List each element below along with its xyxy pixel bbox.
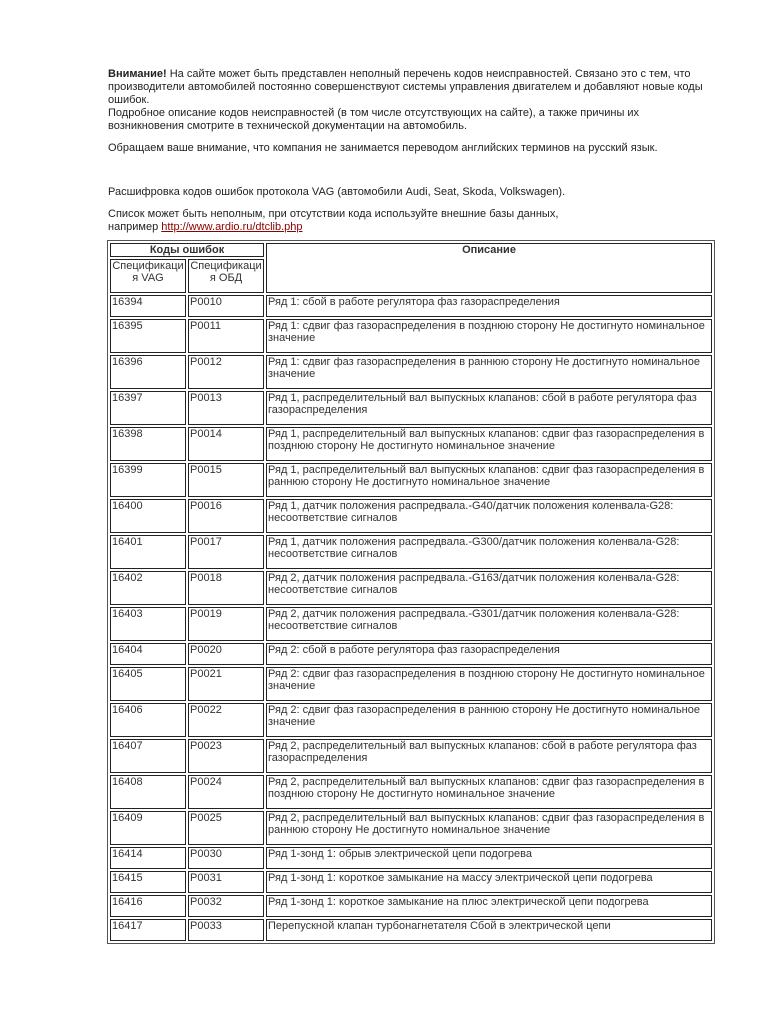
code-vag: 16395 — [110, 319, 186, 353]
code-obd: P0022 — [188, 703, 264, 737]
notice-paragraph: Обращаем ваше внимание, что компания не занимается переводом английских терминов на русский язык. — [108, 142, 658, 154]
detail-paragraph: Подробное описание кодов неисправностей (в том числе отсутствующих на сайте), а также причины их возникновения смотрите в технической документации на автомобиль. — [108, 107, 640, 132]
code-obd: P0011 — [188, 319, 264, 353]
code-obd: P0030 — [188, 847, 264, 869]
code-vag: 16406 — [110, 703, 186, 737]
code-vag: 16407 — [110, 739, 186, 773]
code-vag: 16414 — [110, 847, 186, 869]
code-vag: 16394 — [110, 295, 186, 317]
code-description: Ряд 2, датчик положения распредвала.-G163/датчик положения коленвала-G28: несоответствие сигналов — [266, 571, 712, 605]
table-row — [110, 871, 712, 893]
code-obd: P0016 — [188, 499, 264, 533]
table-row — [110, 535, 712, 569]
code-vag: 16398 — [110, 427, 186, 461]
code-obd: P0024 — [188, 775, 264, 809]
warning-label: Внимание! — [108, 68, 167, 80]
table-row — [110, 499, 712, 533]
table-row — [110, 643, 712, 665]
code-description: Перепускной клапан турбонагнетателя Сбой в электрической цепи — [266, 919, 712, 941]
code-vag: 16409 — [110, 811, 186, 845]
code-vag: 16399 — [110, 463, 186, 497]
code-vag: 16417 — [110, 919, 186, 941]
code-description: Ряд 1-зонд 1: обрыв электрической цепи подогрева — [266, 847, 712, 869]
table-body — [110, 295, 712, 941]
code-obd: P0012 — [188, 355, 264, 389]
code-obd: P0015 — [188, 463, 264, 497]
table-row — [110, 607, 712, 641]
code-description: Ряд 2, распределительный вал выпускных клапанов: сбой в работе регулятора фаз газораспределения — [266, 739, 712, 773]
subheader-vag: Спецификаци я VAG — [110, 259, 186, 293]
code-obd: P0018 — [188, 571, 264, 605]
code-vag: 16396 — [110, 355, 186, 389]
code-description: Ряд 2, распределительный вал выпускных клапанов: сдвиг фаз газораспределения в раннюю сторону Не достигнуто номинальное значение — [266, 811, 712, 845]
error-codes-table — [107, 240, 715, 944]
code-description: Ряд 2: сдвиг фаз газораспределения в позднюю сторону Не достигнуто номинальное значение — [266, 667, 712, 701]
list-note-prefix: например — [108, 221, 162, 233]
code-description: Ряд 1, датчик положения распредвала.-G300/датчик положения коленвала-G28: несоответствие сигналов — [266, 535, 712, 569]
table-row — [110, 295, 712, 317]
code-obd: P0021 — [188, 667, 264, 701]
table-row — [110, 775, 712, 809]
warning-text: На сайте может быть представлен неполный перечень кодов неисправностей. Связано это с тем, что производители автомобилей постоянно совершенствуют системы управления двигателем и добавляют новые коды ошибок. — [108, 68, 703, 106]
code-description: Ряд 1-зонд 1: короткое замыкание на массу электрической цепи подогрева — [266, 871, 712, 893]
code-vag: 16401 — [110, 535, 186, 569]
table-row — [110, 919, 712, 941]
code-obd: P0033 — [188, 919, 264, 941]
code-description: Ряд 2, распределительный вал выпускных клапанов: сдвиг фаз газораспределения в позднюю сторону Не достигнуто номинальное значение — [266, 775, 712, 809]
code-obd: P0023 — [188, 739, 264, 773]
table-row — [110, 463, 712, 497]
code-obd: P0017 — [188, 535, 264, 569]
code-description: Ряд 2, датчик положения распредвала.-G301/датчик положения коленвала-G28: несоответствие сигналов — [266, 607, 712, 641]
table-row — [110, 427, 712, 461]
code-vag: 16400 — [110, 499, 186, 533]
code-description: Ряд 1: сбой в работе регулятора фаз газораспределения — [266, 295, 712, 317]
code-description: Ряд 1, датчик положения распредвала.-G40/датчик положения коленвала-G28: несоответствие сигналов — [266, 499, 712, 533]
code-description: Ряд 1, распределительный вал выпускных клапанов: сдвиг фаз газораспределения в позднюю сторону Не достигнуто номинальное значение — [266, 427, 712, 461]
code-obd: P0010 — [188, 295, 264, 317]
header-codes: Коды ошибок — [110, 243, 264, 257]
table-row — [110, 895, 712, 917]
table-row — [110, 667, 712, 701]
code-vag: 16415 — [110, 871, 186, 893]
protocol-paragraph: Расшифровка кодов ошибок протокола VAG (автомобили Audi, Seat, Skoda, Volkswagen). — [108, 186, 566, 198]
code-obd: P0014 — [188, 427, 264, 461]
table-row — [110, 847, 712, 869]
dtclib-link[interactable]: http://www.ardio.ru/dtclib.php — [161, 221, 303, 233]
list-note-paragraph — [108, 208, 718, 234]
table-row — [110, 319, 712, 353]
code-description: Ряд 1-зонд 1: короткое замыкание на плюс электрической цепи подогрева — [266, 895, 712, 917]
code-vag: 16402 — [110, 571, 186, 605]
code-description: Ряд 2: сдвиг фаз газораспределения в раннюю сторону Не достигнуто номинальное значение — [266, 703, 712, 737]
code-obd: P0025 — [188, 811, 264, 845]
code-description: Ряд 1, распределительный вал выпускных клапанов: сдвиг фаз газораспределения в раннюю сторону Не достигнуто номинальное значение — [266, 463, 712, 497]
document-page — [108, 68, 718, 944]
code-description: Ряд 1, распределительный вал выпускных клапанов: сбой в работе регулятора фаз газораспределения — [266, 391, 712, 425]
code-obd: P0019 — [188, 607, 264, 641]
table-row — [110, 703, 712, 737]
subheader-obd: Спецификаци я ОБД — [188, 259, 264, 293]
code-vag: 16403 — [110, 607, 186, 641]
code-vag: 16404 — [110, 643, 186, 665]
list-note-text: Список может быть неполным, при отсутствии кода используйте внешние базы данных, — [108, 208, 559, 220]
header-description: Описание — [266, 243, 712, 293]
code-obd: P0031 — [188, 871, 264, 893]
code-vag: 16416 — [110, 895, 186, 917]
warning-paragraph — [108, 68, 718, 107]
code-obd: P0013 — [188, 391, 264, 425]
table-row — [110, 739, 712, 773]
table-row — [110, 391, 712, 425]
code-vag: 16397 — [110, 391, 186, 425]
table-row — [110, 571, 712, 605]
code-description: Ряд 2: сбой в работе регулятора фаз газораспределения — [266, 643, 712, 665]
table-row — [110, 811, 712, 845]
code-vag: 16408 — [110, 775, 186, 809]
code-vag: 16405 — [110, 667, 186, 701]
table-row — [110, 355, 712, 389]
code-obd: P0020 — [188, 643, 264, 665]
code-description: Ряд 1: сдвиг фаз газораспределения в раннюю сторону Не достигнуто номинальное значение — [266, 355, 712, 389]
code-description: Ряд 1: сдвиг фаз газораспределения в позднюю сторону Не достигнуто номинальное значение — [266, 319, 712, 353]
code-obd: P0032 — [188, 895, 264, 917]
